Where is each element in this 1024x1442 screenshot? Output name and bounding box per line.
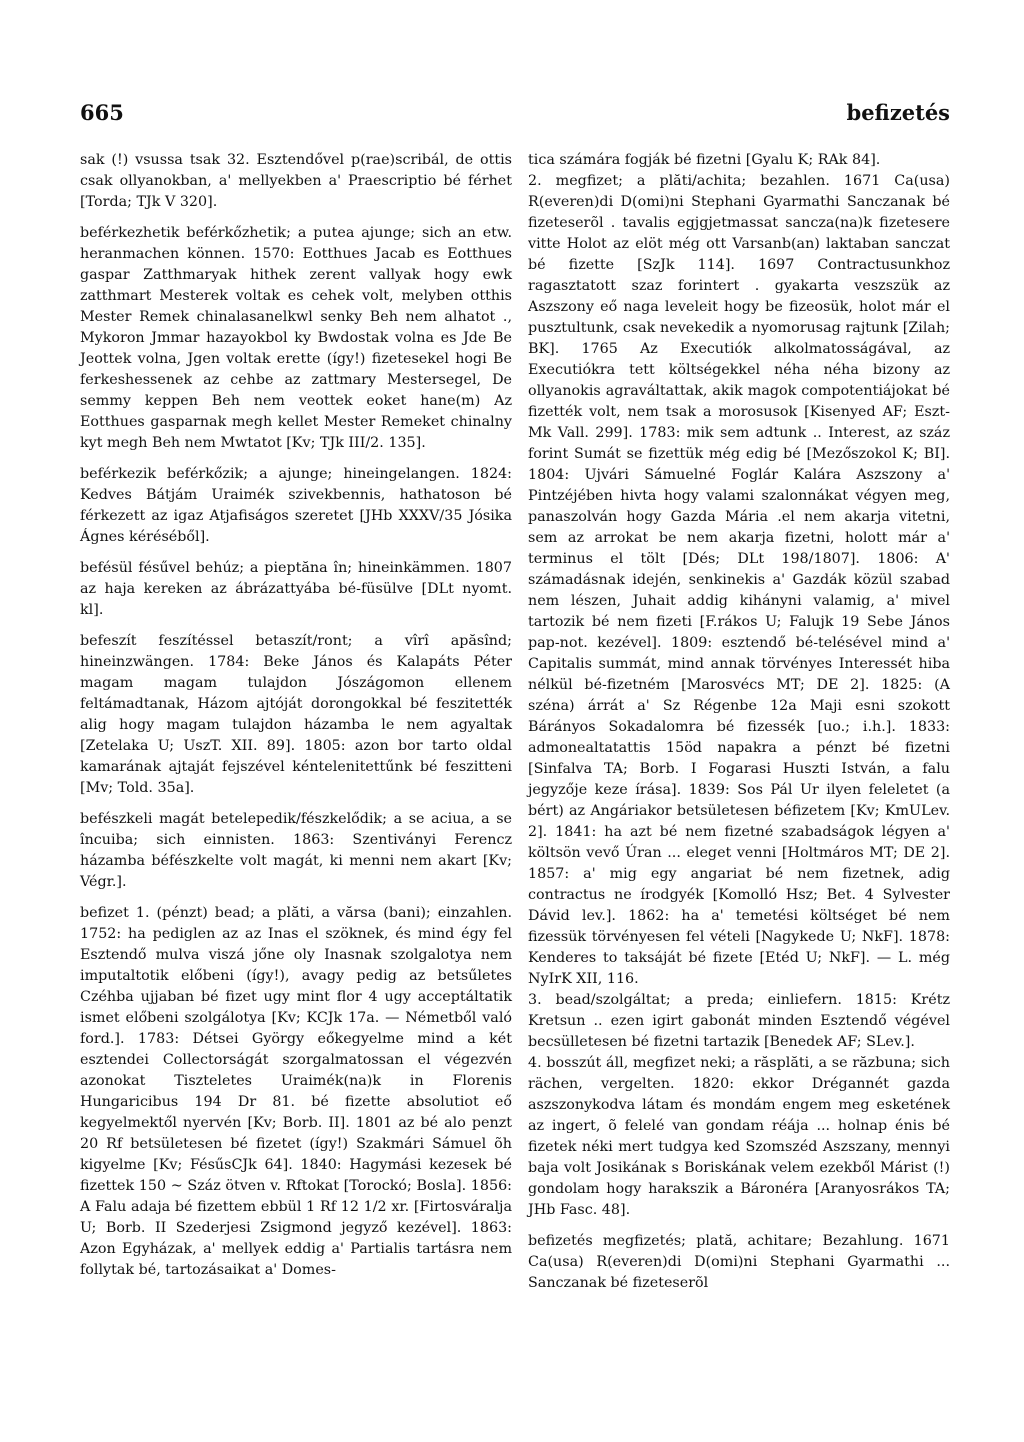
dictionary-entry: beférkezhetik beférkőzhetik; a putea ajunge; sich an etw. heranmachen können. 1570: Eotthues Jacab es Eotthues gaspar Zatthmaryak hithek zerent vallyak hogy ewk zatthmart Mesterek voltak es cehek volt, melyben otthis Mester Remek chinalasanelkwl senky Beh nem alhatot ., Mykoron Jmmar hazayokbol ky Bwdostak volna es Jde Be Jeottek volna, Jgen voltak erette (így!) fizetesekel hogi Be ferkeshessenek az cehbe az zattmary Mestersegel, De semmy keppen Beh nem veottek eoket hane(m) Az Eotthues gasparnak megh kellet Mester Remeket chinalny kyt megh Beh nem Mwtatot [Kv; TJk III/2. 135]. (80, 225, 512, 451)
left-column (80, 150, 512, 1281)
running-head: befizetés (846, 100, 950, 125)
dictionary-entry: 4. bosszút áll, megfizet neki; a răsplăti, a se răzbuna; sich rächen, vergelten. 1820: ekkor Drégannét gazda aszszonykodva látam és mondám engem meg esketének az ingert, õ felelé van gondam réája ... holnap énis bé fizetek néki mert tudgya ked Szomszéd Aszszany, mennyi baja volt Josikának s Boriskának velem ezekből Márist (!) gondolam hogy harakszik a Báronéra [Aranyosrákos TA; JHb Fasc. 48]. (528, 1055, 950, 1218)
dictionary-entry: sak (!) vsussa tsak 32. Esztendővel p(rae)scribál, de ottis csak ollyanokban, a' mellyekben a' Praescriptio bé férhet [Torda; TJk V 320]. (80, 152, 512, 210)
dictionary-entry: befizetés megfizetés; plată, achitare; Bezahlung. 1671 Ca(usa) R(everen)di D(omi)ni Stephani Gyarmathi ... Sanczanak bé fizeteserõl (528, 1233, 950, 1291)
dictionary-entry: beférkezik beférkőzik; a ajunge; hineingelangen. 1824: Kedves Bátjám Uraimék szivekbennis, hathatoson bé férkezett az igaz Atjafiságos szeretet [JHb XXXV/35 Jósika Ágnes kéréséből]. (80, 466, 512, 545)
dictionary-entry: tica számára fogják bé fizetni [Gyalu K; RAk 84]. (528, 152, 881, 168)
dictionary-entry: befészkeli magát betelepedik/fészkelődik; a se aciua, a se încuiba; sich einnisten. 1863: Szentiványi Ferencz házamba béfészkelte volt magát, ki menni nem akart [Kv; Végr.]. (80, 811, 512, 890)
dictionary-entry: befizet 1. (pénzt) bead; a plăti, a vărsa (bani); einzahlen. 1752: ha pediglen az az Inas el szöknek, és mind égy fel Esztendő mulva viszá jőne oly Inasnak szolgalotya nem imputaltotik előbeni (így!), avagy pedig az betsűletes Czéhba ujjaban bé fizet ugy mint flor 4 ugy acceptáltatik ismet előbeni szolgálotya [Kv; KCJk 17a. — Németből való ford.]. 1783: Détsei György eőkegyelme mind a két esztendei Collectorságát szorgalmatossan el végezvén azonokat Tiszteletes Uraimék(na)k in Florenis Hungaricibus 194 Dr 81. bé fizette absolutiot eő kegyelmektől nyervén [Kv; Borb. II]. 1801 az bé alo penzt 20 Rf betsületesen bé fizetet (így!) Szakmári Sámuel õh kigyelme [Kv; FésűsCJk 64]. 1840: Hagymási kezesek bé fizettek 150 ~ Száz ötven v. Rftokat [Torockó; Bosla]. 1856: A Falu adaja bé fizettem ebbül 1 Rf 12 1/2 xr. [Firtosváralja U; Borb. II Szederjesi Zsigmond jegyző kezével]. 1863: Azon Egyházak, a' mellyek eddig a' Partialis tartásra nem follytak bé, tartozásaikat a' Domes- (80, 905, 512, 1278)
dictionary-entry: befésül fésűvel behúz; a pieptăna în; hineinkämmen. 1807 az haja kereken az ábrázattyába bé-füsülve [DLt nyomt. kl]. (80, 560, 512, 618)
dictionary-entry: 2. megfizet; a plăti/achita; bezahlen. 1671 Ca(usa) R(everen)di D(omi)ni Stephani Gyarmathi Sanczanak bé fizeteserõl . tavalis egjgjetmassat sancza(na)k fizetesere vitte Holot az elöt még ott Varsanb(an) laktaban sanczat bé fizette [SzJk 114]. 1697 Contractusunkhoz ragasztatott szaz forintert . gyakarta veszszük az Aszszony eő naga leveleit hogy be fizeosük, holot már el pusztultunk, csak nevekedik a nyomorusag rajtunk [Zilah; BK]. 1765 Az Executiók alkolmatosságával, az Executiókra tett költségekkel néha néha bizony az ollyanokis agraváltattak, akik magok compotentiájokat bé fizették volt, nem tsak a morosusok [Kisenyed AF; Eszt-Mk Vall. 299]. 1783: mik sem adtunk .. Interest, az száz forint Sumát se fizettük még edig bé [Mezőszokol K; BI]. 1804: Ujvári Sámuelné Foglár Kalára Aszszony a' Pintzéjében hivta hogy valami szalonnákat végyen meg, panaszolván hogy Gazda Mária .el nem akarja vitetni, sem az arrokat be nem akarja fizetni, holott már a' terminus el tölt [Dés; DLt 198/1807]. 1806: A' számadásnak idején, senkinekis a' Gazdák közül szabad nem lészen, Juhait addig kihányni valamig, a' mivel tartozik bé nem fizeti [F.rákos U; Falujk 19 Sebe János pap-not. kezével]. 1809: esztendő bé-telésével mind a' Capitalis summát, mind annak törvényes Interessét hiba nélkül bé-fizetném [Marosvécs MT; DE 2]. 1825: (A széna) árrát a' Sz Régenbe 12a Maji esni szokott Bárányos Sokadalomra bé fizessék [uo.; i.h.]. 1833: admonealtatattis 15öd napakra a pénzt bé fizetni [Sinfalva TA; Borb. I Fogarasi Huszti István, a falu jegyzője keze írása]. 1839: Sos Pál Ur ilyen feleletet (a bért) az Angáriakor betsületesen béfizetem [Kv; KmULev. 2]. 1841: ha azt bé nem fizetné szabadságok légyen a' költsön vevő Úran ... eleget venni [Holtmáros MT; DE 2]. 1857: a' mig egy angariat bé nem fizetnek, adig contractus ne írodgyék [Komolló Hsz; Bet. 4 Sylvester Dávid lev.]. 1862: ha a' temetési költséget bé nem fizessük törvényesen fel vételi [Nagykede U; NkF]. 1878: Kenderes to taksáját bé fizete [Etéd U; NkF]. — L. még NyIrK XII, 116. (528, 173, 950, 987)
dictionary-entry: befeszít feszítéssel betaszít/ront; a vîrî apăsînd; hineinzwängen. 1784: Beke János és Kalapáts Péter magam magam tulajdon Jószágomon ellenem feltámadtanak, Házom ajtóját dorongokkal bé feszitették alig hogy magam tulajdon házamba le nem agyaltak [Zetelaka U; UszT. XII. 89]. 1805: azon bor tarto oldal kamarának ajtaját fejszével kéntelenitettűnk bé feszitteni [Mv; Told. 35a]. (80, 633, 512, 796)
right-column (528, 150, 950, 1294)
page-number: 665 (80, 100, 124, 125)
dictionary-entry: 3. bead/szolgáltat; a preda; einliefern. 1815: Krétz Kretsun .. ezen igirt gabonát minden Esztendő végével becsülletesen bé fizetni tartazik [Benedek AF; SLev.]. (528, 992, 950, 1050)
